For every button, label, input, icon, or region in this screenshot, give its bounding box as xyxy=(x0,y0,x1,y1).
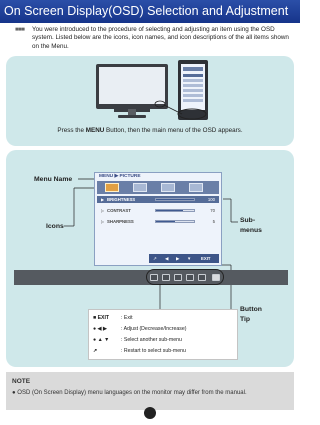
submenu-slider[interactable] xyxy=(155,198,195,201)
osd-submenu-row[interactable] xyxy=(97,196,219,203)
page-marker xyxy=(144,407,156,419)
slider-fill xyxy=(156,221,175,222)
legend-description: : Restart to select sub-menu xyxy=(121,348,186,354)
caption-menu-word: MENU xyxy=(85,127,105,134)
slider-fill xyxy=(156,199,194,200)
color-icon[interactable] xyxy=(133,183,147,192)
osd-menu-screen xyxy=(94,172,222,266)
submenu-value: 70 xyxy=(210,208,215,213)
osd-icon-tabs xyxy=(97,181,219,194)
button-legend xyxy=(88,309,238,360)
right-arrow-icon: ▶ xyxy=(176,256,180,261)
down-arrow-icon: ▼ xyxy=(187,256,192,261)
submenu-name: SHARPNESS xyxy=(107,219,134,224)
icons-label: Icons xyxy=(46,223,64,230)
osd-exit-label: EXIT xyxy=(201,256,211,261)
intro-text: You were introduced to the procedure of selecting and adjusting an item using the OSD system. Listed below are the icons, icon names, and icon descriptions of the all items shown on the Menu. xyxy=(32,26,289,50)
sub-menus-label-line1: Sub- xyxy=(240,217,256,224)
note-box xyxy=(6,372,294,410)
button-tip-label-line2: Tip xyxy=(240,316,251,323)
osd-menu-name: MENU ▶ PICTURE xyxy=(99,174,141,179)
restart-icon: ↗ xyxy=(153,256,157,261)
submenu-slider[interactable] xyxy=(155,220,195,223)
submenu-name: CONTRAST xyxy=(107,208,131,213)
legend-key: ● ▲ ▼ xyxy=(93,337,110,343)
page-title: On Screen Display(OSD) Selection and Adjustment xyxy=(4,4,289,18)
picture-icon[interactable] xyxy=(105,183,119,192)
submenu-value: 100 xyxy=(207,197,215,202)
submenu-name: BRIGHTNESS xyxy=(107,197,136,202)
submenu-pointer-icon: ▷ xyxy=(101,208,105,213)
osd-submenu-row[interactable] xyxy=(97,207,219,214)
display-icon[interactable] xyxy=(161,183,175,192)
submenu-slider[interactable] xyxy=(155,209,195,212)
button-highlight-ring xyxy=(146,269,224,285)
legend-key: ■ EXIT xyxy=(93,315,110,321)
intro-bullets: ■■■ xyxy=(15,27,25,33)
legend-key: ● ◀ ▶ xyxy=(93,326,107,332)
note-text: ● OSD (On Screen Display) menu languages on the monitor may differ from the manual. xyxy=(12,390,247,396)
caption-suffix: Button, then the main menu of the OSD appears. xyxy=(104,127,243,134)
gear-icon[interactable] xyxy=(189,183,203,192)
submenu-value: 5 xyxy=(212,219,215,224)
legend-description: : Select another sub-menu xyxy=(121,337,182,343)
osd-submenu-row[interactable] xyxy=(97,218,219,225)
osd-button-bar xyxy=(149,254,219,263)
left-arrow-icon: ◀ xyxy=(165,256,169,261)
slider-fill xyxy=(156,210,183,211)
menu-name-label: Menu Name xyxy=(34,176,73,183)
submenu-pointer-icon: ▷ xyxy=(101,219,105,224)
sub-menus-label-line2: menus xyxy=(240,227,262,234)
note-heading: NOTE xyxy=(12,378,31,385)
button-tip-label-line1: Button xyxy=(240,306,262,313)
legend-description: : Adjust (Decrease/Increase) xyxy=(121,326,187,332)
legend-description: : Exit xyxy=(121,315,133,321)
legend-key: ↗ xyxy=(93,348,98,354)
caption-prefix: Press the xyxy=(57,127,86,134)
submenu-pointer-icon: ▶ xyxy=(101,197,105,202)
